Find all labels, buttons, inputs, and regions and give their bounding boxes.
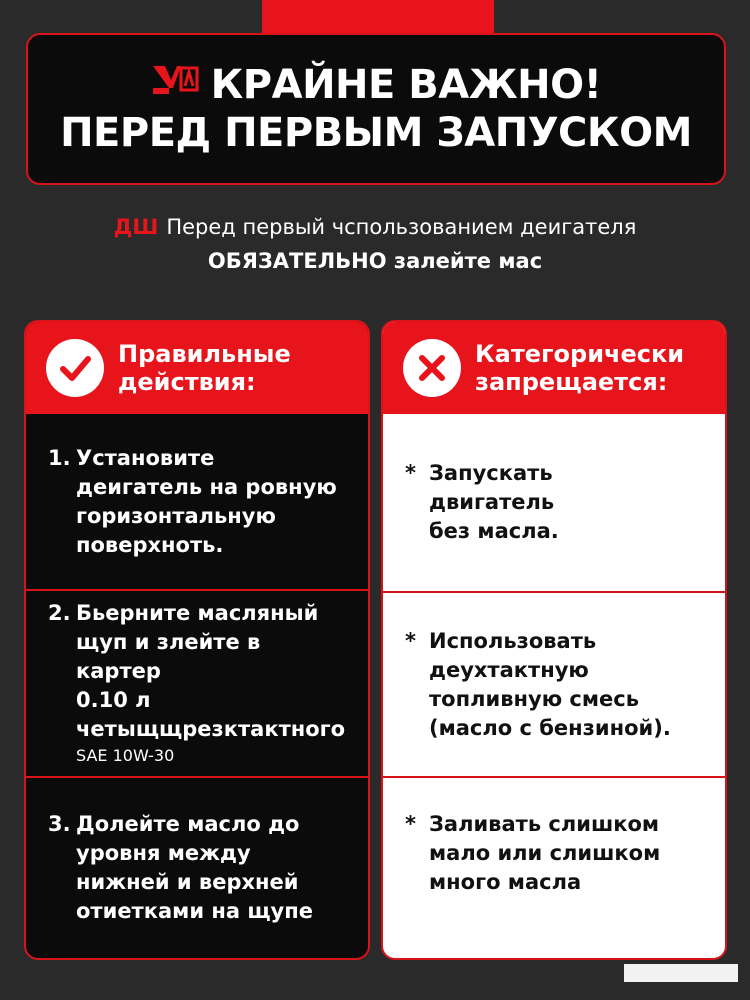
corner-artifact [624, 964, 738, 982]
intro-block [0, 212, 750, 280]
check-circle-icon [46, 339, 104, 397]
banner-title: КРАЙНЕ ВАЖНО! [210, 62, 602, 108]
intro-mark: ДШ [113, 215, 159, 239]
top-red-tab [262, 0, 494, 34]
warning-banner [26, 33, 726, 185]
step-item: 1. Установите деигатель на ровную горизонтальную поверхноть. [48, 445, 337, 557]
rule-item: * Использовать деухтактную топливную смесь (масло с бензиной). [405, 628, 671, 740]
forbidden-header [383, 322, 725, 414]
oil-spec: SAE 10W-30 [76, 746, 175, 765]
forbidden-title: Категорически запрещается: [475, 340, 685, 396]
rule-item: * Запускать двигатель без масла. [405, 461, 559, 543]
forbidden-panel [381, 320, 727, 960]
step-item: 2. Бьерните масляный щуп и злейте в картер 0.10 л четыщщрезктактного SAE 10W-30 [26, 591, 368, 776]
cross-circle-icon [403, 339, 461, 397]
banner-line-1 [151, 61, 602, 109]
correct-actions-header [26, 322, 368, 414]
step-item: 3. Долейте масло до уровня между нижней и верхней отиетками на щупе [48, 812, 313, 923]
correct-actions-title: Правильные действия: [118, 340, 291, 396]
intro-text-1: Перед первый чспользованием деигателя [166, 215, 637, 239]
correct-actions-panel [24, 320, 370, 960]
intro-text-2: ОБЯЗАТЕЛЬНО залейте мас [207, 249, 543, 273]
banner-subtitle: ПЕРЕД ПЕРВЫМ ЗАПУСКОМ [60, 110, 692, 156]
rule-item: * Заливать слишком мало или слишком много масла [405, 811, 661, 894]
warning-logo-icon [151, 61, 201, 109]
